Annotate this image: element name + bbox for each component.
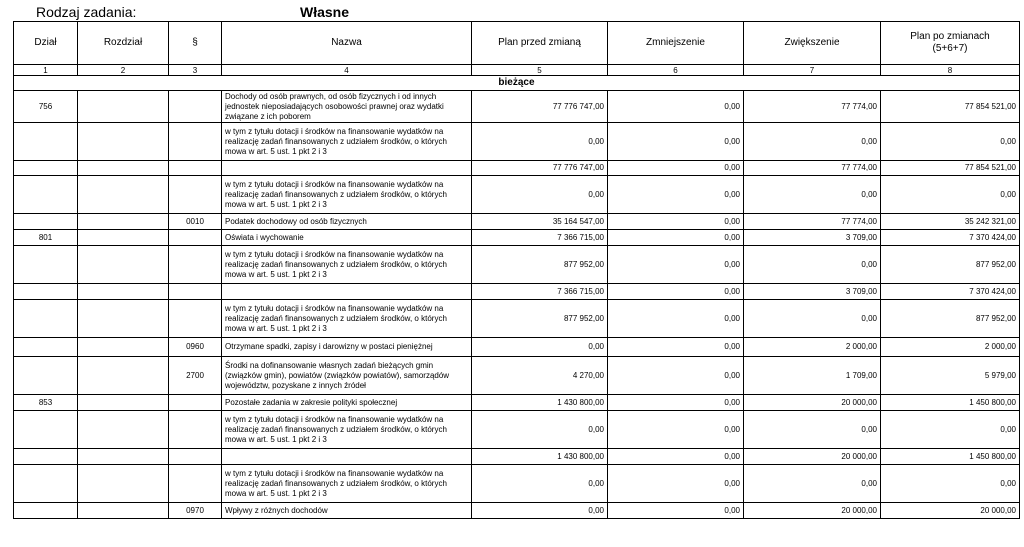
cell-plan-before: 0,00 bbox=[472, 176, 608, 214]
column-header-row bbox=[14, 22, 1020, 65]
cell-plan-after: 5 979,00 bbox=[881, 357, 1020, 395]
cell-rozdzial bbox=[78, 123, 169, 161]
cell-rozdzial bbox=[78, 465, 169, 503]
task-type-label: Rodzaj zadania: bbox=[36, 4, 137, 20]
cell-paragraf bbox=[169, 465, 222, 503]
table-row bbox=[14, 176, 1020, 214]
cell-increase: 20 000,00 bbox=[744, 395, 881, 411]
cell-nazwa: w tym z tytułu dotacji i środków na finansowanie wydatków na realizację zadań finansowanych z udziałem środków, o których mowa w art. 5 ust. 1 pkt 2 i 3 bbox=[222, 411, 472, 449]
column-header-rozdzial: Rozdział bbox=[78, 22, 169, 65]
cell-paragraf: 0970 bbox=[169, 503, 222, 519]
cell-plan-after: 0,00 bbox=[881, 123, 1020, 161]
cell-decrease: 0,00 bbox=[608, 246, 744, 284]
cell-paragraf bbox=[169, 411, 222, 449]
column-header-paragraf: § bbox=[169, 22, 222, 65]
section-row bbox=[14, 76, 1020, 91]
cell-increase: 0,00 bbox=[744, 123, 881, 161]
cell-nazwa: Wpływy z różnych dochodów bbox=[222, 503, 472, 519]
cell-dzial bbox=[14, 246, 78, 284]
table-row bbox=[14, 411, 1020, 449]
cell-dzial bbox=[14, 300, 78, 338]
cell-increase: 20 000,00 bbox=[744, 449, 881, 465]
cell-increase: 0,00 bbox=[744, 465, 881, 503]
cell-decrease: 0,00 bbox=[608, 395, 744, 411]
column-number: 7 bbox=[744, 65, 881, 76]
cell-nazwa: w tym z tytułu dotacji i środków na finansowanie wydatków na realizację zadań finansowanych z udziałem środków, o których mowa w art. 5 ust. 1 pkt 2 i 3 bbox=[222, 123, 472, 161]
cell-nazwa: Środki na dofinansowanie własnych zadań bieżących gmin (związków gmin), powiatów (związków powiatów), samorządów województw, pozyskane z innych źródeł bbox=[222, 357, 472, 395]
table-row bbox=[14, 91, 1020, 123]
cell-rozdzial bbox=[78, 246, 169, 284]
cell-increase: 2 000,00 bbox=[744, 338, 881, 357]
cell-nazwa bbox=[222, 449, 472, 465]
cell-plan-before: 0,00 bbox=[472, 123, 608, 161]
cell-nazwa bbox=[222, 284, 472, 300]
table-row bbox=[14, 465, 1020, 503]
cell-paragraf bbox=[169, 284, 222, 300]
cell-plan-after: 77 854 521,00 bbox=[881, 161, 1020, 176]
cell-plan-after: 7 370 424,00 bbox=[881, 284, 1020, 300]
table-row bbox=[14, 300, 1020, 338]
cell-plan-before: 35 164 547,00 bbox=[472, 214, 608, 230]
cell-nazwa: Dochody od osób prawnych, od osób fizycznych i od innych jednostek nieposiadających osobowości prawnej oraz wydatki związane z ich poborem bbox=[222, 91, 472, 123]
cell-plan-before: 7 366 715,00 bbox=[472, 230, 608, 246]
data-rows bbox=[14, 91, 1020, 519]
cell-rozdzial bbox=[78, 395, 169, 411]
table-row bbox=[14, 284, 1020, 300]
column-number: 5 bbox=[472, 65, 608, 76]
cell-paragraf bbox=[169, 161, 222, 176]
column-number: 6 bbox=[608, 65, 744, 76]
cell-plan-after: 0,00 bbox=[881, 465, 1020, 503]
cell-paragraf: 2700 bbox=[169, 357, 222, 395]
table-row bbox=[14, 503, 1020, 519]
budget-table bbox=[13, 21, 1020, 519]
cell-dzial bbox=[14, 123, 78, 161]
cell-plan-before: 4 270,00 bbox=[472, 357, 608, 395]
column-number: 3 bbox=[169, 65, 222, 76]
column-header-dzial: Dział bbox=[14, 22, 78, 65]
cell-dzial bbox=[14, 449, 78, 465]
cell-decrease: 0,00 bbox=[608, 176, 744, 214]
column-header-increase: Zwiększenie bbox=[744, 22, 881, 65]
cell-nazwa bbox=[222, 161, 472, 176]
cell-paragraf bbox=[169, 176, 222, 214]
cell-increase: 1 709,00 bbox=[744, 357, 881, 395]
task-type-value: Własne bbox=[300, 4, 350, 20]
cell-plan-after: 35 242 321,00 bbox=[881, 214, 1020, 230]
cell-increase: 0,00 bbox=[744, 176, 881, 214]
cell-paragraf bbox=[169, 395, 222, 411]
cell-nazwa: w tym z tytułu dotacji i środków na finansowanie wydatków na realizację zadań finansowanych z udziałem środków, o których mowa w art. 5 ust. 1 pkt 2 i 3 bbox=[222, 246, 472, 284]
cell-rozdzial bbox=[78, 161, 169, 176]
cell-nazwa: Podatek dochodowy od osób fizycznych bbox=[222, 214, 472, 230]
table-row bbox=[14, 357, 1020, 395]
cell-dzial: 853 bbox=[14, 395, 78, 411]
table-row bbox=[14, 161, 1020, 176]
column-number: 8 bbox=[881, 65, 1020, 76]
cell-increase: 0,00 bbox=[744, 300, 881, 338]
cell-nazwa: Otrzymane spadki, zapisy i darowizny w postaci pieniężnej bbox=[222, 338, 472, 357]
cell-plan-before: 0,00 bbox=[472, 338, 608, 357]
cell-rozdzial bbox=[78, 230, 169, 246]
cell-increase: 77 774,00 bbox=[744, 214, 881, 230]
column-number: 2 bbox=[78, 65, 169, 76]
cell-paragraf bbox=[169, 123, 222, 161]
table-row bbox=[14, 338, 1020, 357]
column-number: 4 bbox=[222, 65, 472, 76]
cell-decrease: 0,00 bbox=[608, 214, 744, 230]
table-row bbox=[14, 395, 1020, 411]
cell-plan-after: 77 854 521,00 bbox=[881, 91, 1020, 123]
cell-plan-before: 0,00 bbox=[472, 465, 608, 503]
cell-dzial bbox=[14, 176, 78, 214]
cell-rozdzial bbox=[78, 176, 169, 214]
cell-plan-after: 20 000,00 bbox=[881, 503, 1020, 519]
cell-dzial bbox=[14, 214, 78, 230]
cell-rozdzial bbox=[78, 214, 169, 230]
cell-plan-after: 877 952,00 bbox=[881, 300, 1020, 338]
cell-rozdzial bbox=[78, 449, 169, 465]
column-header-plan-before: Plan przed zmianą bbox=[472, 22, 608, 65]
cell-plan-before: 877 952,00 bbox=[472, 300, 608, 338]
column-header-plan-after: Plan po zmianach (5+6+7) bbox=[881, 22, 1020, 65]
cell-paragraf bbox=[169, 230, 222, 246]
cell-plan-after: 2 000,00 bbox=[881, 338, 1020, 357]
cell-decrease: 0,00 bbox=[608, 465, 744, 503]
cell-plan-after: 1 450 800,00 bbox=[881, 395, 1020, 411]
column-header-nazwa: Nazwa bbox=[222, 22, 472, 65]
cell-increase: 77 774,00 bbox=[744, 161, 881, 176]
cell-rozdzial bbox=[78, 91, 169, 123]
cell-dzial bbox=[14, 465, 78, 503]
cell-paragraf bbox=[169, 246, 222, 284]
cell-paragraf bbox=[169, 91, 222, 123]
cell-plan-after: 0,00 bbox=[881, 176, 1020, 214]
cell-increase: 3 709,00 bbox=[744, 284, 881, 300]
table-row bbox=[14, 230, 1020, 246]
cell-nazwa: Oświata i wychowanie bbox=[222, 230, 472, 246]
cell-decrease: 0,00 bbox=[608, 284, 744, 300]
cell-dzial bbox=[14, 411, 78, 449]
cell-rozdzial bbox=[78, 284, 169, 300]
column-number-row bbox=[14, 65, 1020, 76]
cell-increase: 0,00 bbox=[744, 411, 881, 449]
cell-decrease: 0,00 bbox=[608, 449, 744, 465]
column-header-decrease: Zmniejszenie bbox=[608, 22, 744, 65]
cell-dzial bbox=[14, 357, 78, 395]
cell-plan-before: 1 430 800,00 bbox=[472, 449, 608, 465]
cell-decrease: 0,00 bbox=[608, 161, 744, 176]
cell-plan-before: 1 430 800,00 bbox=[472, 395, 608, 411]
cell-increase: 77 774,00 bbox=[744, 91, 881, 123]
section-title: bieżące bbox=[14, 76, 1020, 91]
cell-dzial: 756 bbox=[14, 91, 78, 123]
cell-increase: 0,00 bbox=[744, 246, 881, 284]
cell-dzial bbox=[14, 161, 78, 176]
cell-dzial bbox=[14, 338, 78, 357]
cell-increase: 20 000,00 bbox=[744, 503, 881, 519]
cell-rozdzial bbox=[78, 338, 169, 357]
cell-decrease: 0,00 bbox=[608, 411, 744, 449]
cell-decrease: 0,00 bbox=[608, 300, 744, 338]
cell-dzial bbox=[14, 503, 78, 519]
cell-plan-before: 0,00 bbox=[472, 503, 608, 519]
cell-nazwa: w tym z tytułu dotacji i środków na finansowanie wydatków na realizację zadań finansowanych z udziałem środków, o których mowa w art. 5 ust. 1 pkt 2 i 3 bbox=[222, 300, 472, 338]
cell-rozdzial bbox=[78, 300, 169, 338]
cell-plan-before: 877 952,00 bbox=[472, 246, 608, 284]
cell-decrease: 0,00 bbox=[608, 230, 744, 246]
cell-plan-after: 1 450 800,00 bbox=[881, 449, 1020, 465]
cell-decrease: 0,00 bbox=[608, 338, 744, 357]
cell-decrease: 0,00 bbox=[608, 503, 744, 519]
cell-dzial bbox=[14, 284, 78, 300]
cell-decrease: 0,00 bbox=[608, 123, 744, 161]
cell-decrease: 0,00 bbox=[608, 357, 744, 395]
cell-plan-after: 877 952,00 bbox=[881, 246, 1020, 284]
cell-plan-before: 77 776 747,00 bbox=[472, 91, 608, 123]
table-row bbox=[14, 214, 1020, 230]
cell-paragraf: 0010 bbox=[169, 214, 222, 230]
table-row bbox=[14, 449, 1020, 465]
cell-plan-before: 0,00 bbox=[472, 411, 608, 449]
cell-rozdzial bbox=[78, 357, 169, 395]
cell-rozdzial bbox=[78, 411, 169, 449]
column-number: 1 bbox=[14, 65, 78, 76]
cell-nazwa: w tym z tytułu dotacji i środków na finansowanie wydatków na realizację zadań finansowanych z udziałem środków, o których mowa w art. 5 ust. 1 pkt 2 i 3 bbox=[222, 176, 472, 214]
cell-plan-after: 7 370 424,00 bbox=[881, 230, 1020, 246]
table-row bbox=[14, 123, 1020, 161]
table-row bbox=[14, 246, 1020, 284]
cell-nazwa: w tym z tytułu dotacji i środków na finansowanie wydatków na realizację zadań finansowanych z udziałem środków, o których mowa w art. 5 ust. 1 pkt 2 i 3 bbox=[222, 465, 472, 503]
cell-increase: 3 709,00 bbox=[744, 230, 881, 246]
cell-plan-before: 77 776 747,00 bbox=[472, 161, 608, 176]
cell-paragraf bbox=[169, 300, 222, 338]
cell-paragraf: 0960 bbox=[169, 338, 222, 357]
cell-rozdzial bbox=[78, 503, 169, 519]
cell-dzial: 801 bbox=[14, 230, 78, 246]
cell-plan-before: 7 366 715,00 bbox=[472, 284, 608, 300]
cell-paragraf bbox=[169, 449, 222, 465]
cell-plan-after: 0,00 bbox=[881, 411, 1020, 449]
cell-decrease: 0,00 bbox=[608, 91, 744, 123]
cell-nazwa: Pozostałe zadania w zakresie polityki społecznej bbox=[222, 395, 472, 411]
